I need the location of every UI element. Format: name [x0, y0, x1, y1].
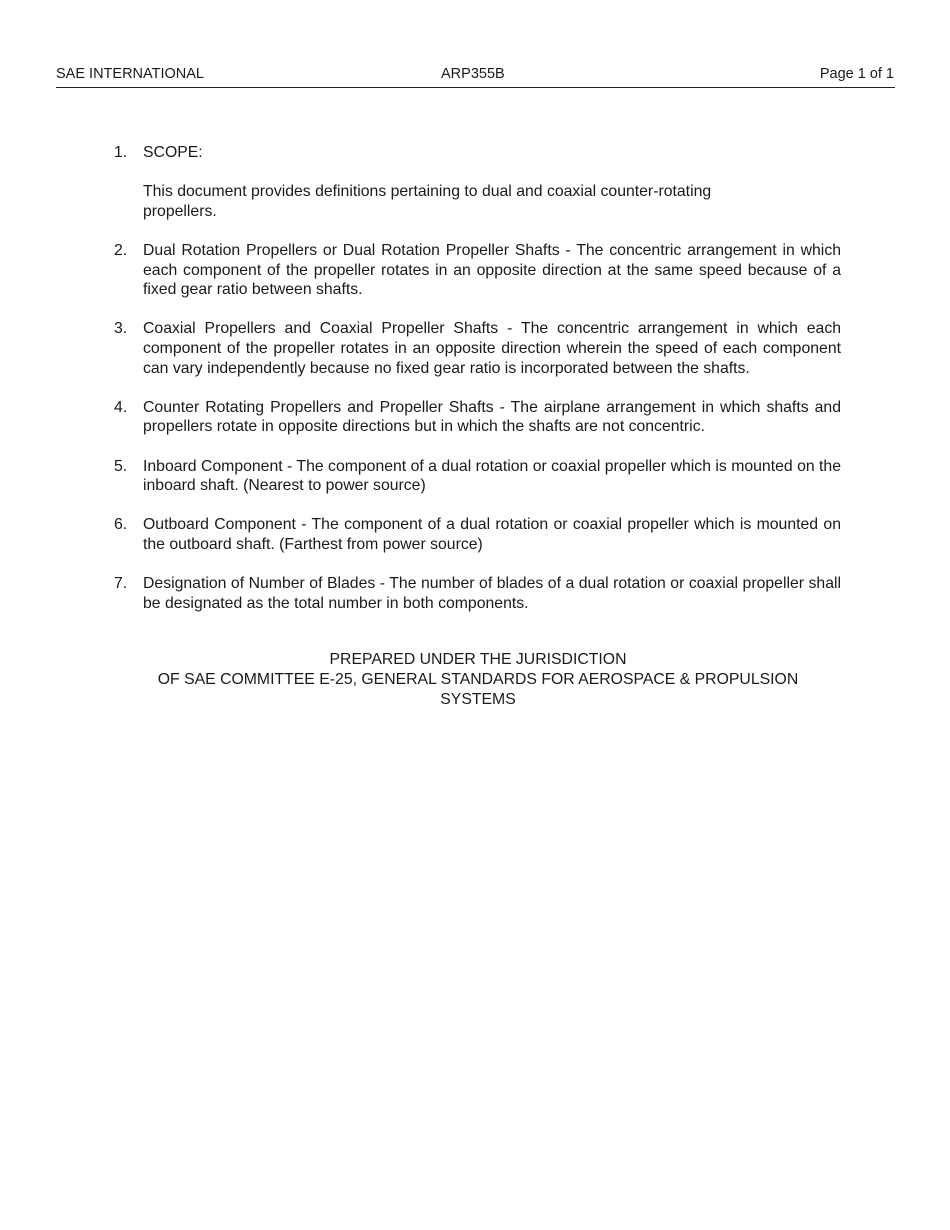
section-paragraph: Coaxial Propellers and Coaxial Propeller Shafts - The concentric arrangement in which each component of the propeller rotates in an opposite direction wherein the speed of each component can vary independently because no fixed gear ratio is incorporated between the shafts.	[143, 320, 841, 377]
section-number: 1.	[114, 144, 128, 161]
section-paragraph: Counter Rotating Propellers and Propeller Shafts - The airplane arrangement in which shafts and propellers rotate in opposite directions but in which the shafts are not concentric.	[143, 398, 841, 436]
jurisdiction-line-1: PREPARED UNDER THE JURISDICTION	[329, 651, 627, 668]
section-2-definition	[114, 241, 841, 300]
section-number: 4.	[114, 398, 128, 416]
section-number: 3.	[114, 320, 128, 338]
section-7-definition	[114, 574, 841, 613]
section-number: 6.	[114, 516, 128, 534]
section-paragraph: Inboard Component - The component of a dual rotation or coaxial propeller which is mounted on the inboard shaft. (Nearest to power source)	[143, 457, 841, 495]
jurisdiction-line-2: OF SAE COMMITTEE E-25, GENERAL STANDARDS FOR AEROSPACE & PROPULSION	[157, 671, 799, 688]
section-5-definition	[114, 457, 841, 496]
section-paragraph: Dual Rotation Propellers or Dual Rotation Propeller Shafts - The concentric arrangement in which each component of the propeller rotates in an opposite direction at the same speed because of a fixed gear ratio between shafts.	[143, 241, 841, 299]
section-paragraph: Outboard Component - The component of a dual rotation or coaxial propeller which is mounted on the outboard shaft. (Farthest from power source)	[143, 516, 841, 553]
section-3-definition	[114, 319, 841, 378]
document-body	[114, 143, 841, 633]
section-number: 2.	[114, 241, 128, 259]
header-document-number: ARP355B	[441, 66, 505, 82]
jurisdiction-line-3: SYSTEMS	[440, 691, 516, 708]
jurisdiction-statement	[100, 650, 856, 710]
section-paragraph: Designation of Number of Blades - The number of blades of a dual rotation or coaxial propeller shall be designated as the total number in both components.	[143, 575, 841, 612]
section-heading: SCOPE:	[143, 144, 203, 161]
section-6-definition	[114, 515, 841, 554]
section-number: 7.	[114, 575, 128, 593]
section-4-definition	[114, 398, 841, 437]
section-paragraph: This document provides definitions pertaining to dual and coaxial counter-rotating propellers.	[143, 183, 712, 220]
header-page-number: Page 1 of 1	[819, 66, 894, 82]
page-header	[56, 66, 895, 88]
header-organization: SAE INTERNATIONAL	[56, 66, 204, 82]
section-1-scope	[114, 143, 841, 221]
section-number: 5.	[114, 457, 128, 475]
